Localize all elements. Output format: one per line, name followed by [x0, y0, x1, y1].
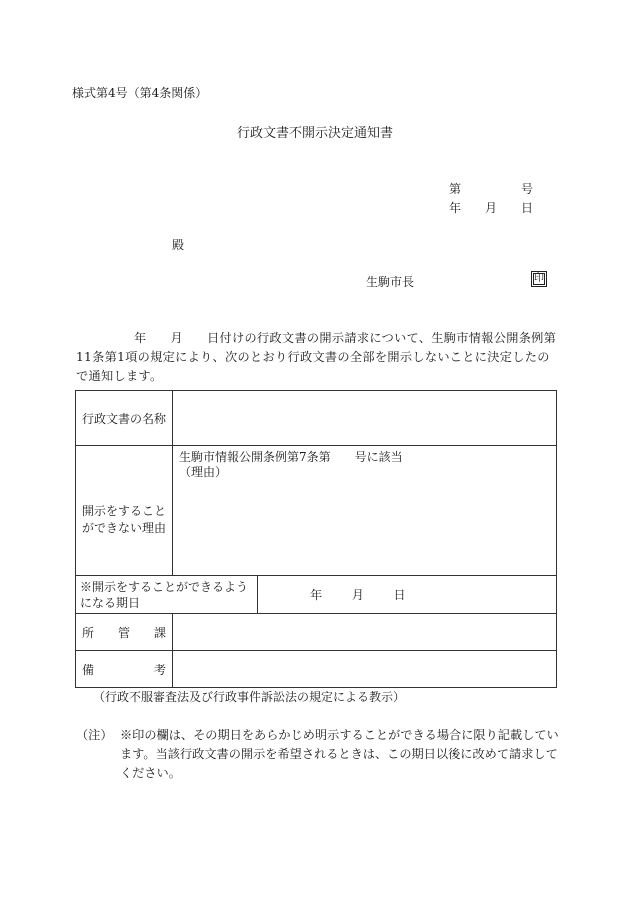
addressee-suffix: 殿 — [172, 238, 185, 252]
body-paragraph — [76, 329, 558, 386]
instruction-heading: （行政不服審査法及び行政事件訴訟法の規定による教示） — [93, 690, 406, 704]
department-char-1: 所 — [82, 625, 95, 640]
table-row — [76, 651, 557, 688]
date-month: 月 — [485, 201, 498, 215]
table-row — [76, 576, 557, 614]
reason-value — [173, 446, 557, 576]
reason-line-1: 生駒市情報公開条例第7条第 号に該当 — [179, 450, 403, 464]
table-row — [76, 391, 557, 446]
document-title: 行政文書不開示決定通知書 — [236, 126, 393, 141]
remarks-char-1: 備 — [82, 662, 95, 677]
doc-name-label: 行政文書の名称 — [76, 391, 173, 446]
department-label — [76, 614, 173, 651]
date-year: 年 — [449, 201, 462, 215]
note-text: ※印の欄は、その期日をあらかじめ明示することができる場合に限り記載しています。当該行政文書の開示を希望されるときは、この期日以後に改めて請求してください。 — [120, 728, 559, 780]
reason-line-2: （理由） — [179, 465, 228, 479]
doc-name-value — [173, 391, 557, 446]
body-month: 月 — [170, 331, 183, 345]
form-number: 様式第4号（第4条関係） — [72, 86, 208, 100]
number-suffix: 号 — [521, 182, 534, 196]
available-month: 月 — [351, 588, 364, 602]
remarks-label — [76, 651, 173, 688]
body-year: 年 — [134, 331, 147, 345]
remarks-value — [173, 651, 557, 688]
decision-table — [75, 390, 557, 688]
date-day: 日 — [521, 201, 534, 215]
note-label: （注） — [76, 728, 113, 742]
seal-mark: 印 — [531, 271, 547, 287]
available-date-label: ※開示をすることができるようになる期日 — [76, 576, 258, 614]
department-char-2: 管 — [117, 625, 130, 640]
note-text-wrap — [76, 726, 560, 783]
available-year: 年 — [310, 588, 323, 602]
remarks-char-2: 考 — [153, 662, 166, 677]
body-text: 日付けの行政文書の開示請求について、生駒市情報公開条例第11条第1項の規定により、次のとおり行政文書の全部を開示しないことに決定したので通知します。 — [76, 331, 557, 383]
available-date-value — [258, 576, 557, 614]
table-row — [76, 614, 557, 651]
reason-label: 開示をすることができない理由 — [76, 446, 173, 576]
department-char-3: 課 — [153, 625, 166, 640]
issuer-name: 生駒市長 — [366, 275, 415, 289]
table-row — [76, 446, 557, 576]
available-day: 日 — [393, 588, 406, 602]
department-value — [173, 614, 557, 651]
note-block — [76, 726, 560, 783]
number-prefix: 第 — [449, 182, 462, 196]
